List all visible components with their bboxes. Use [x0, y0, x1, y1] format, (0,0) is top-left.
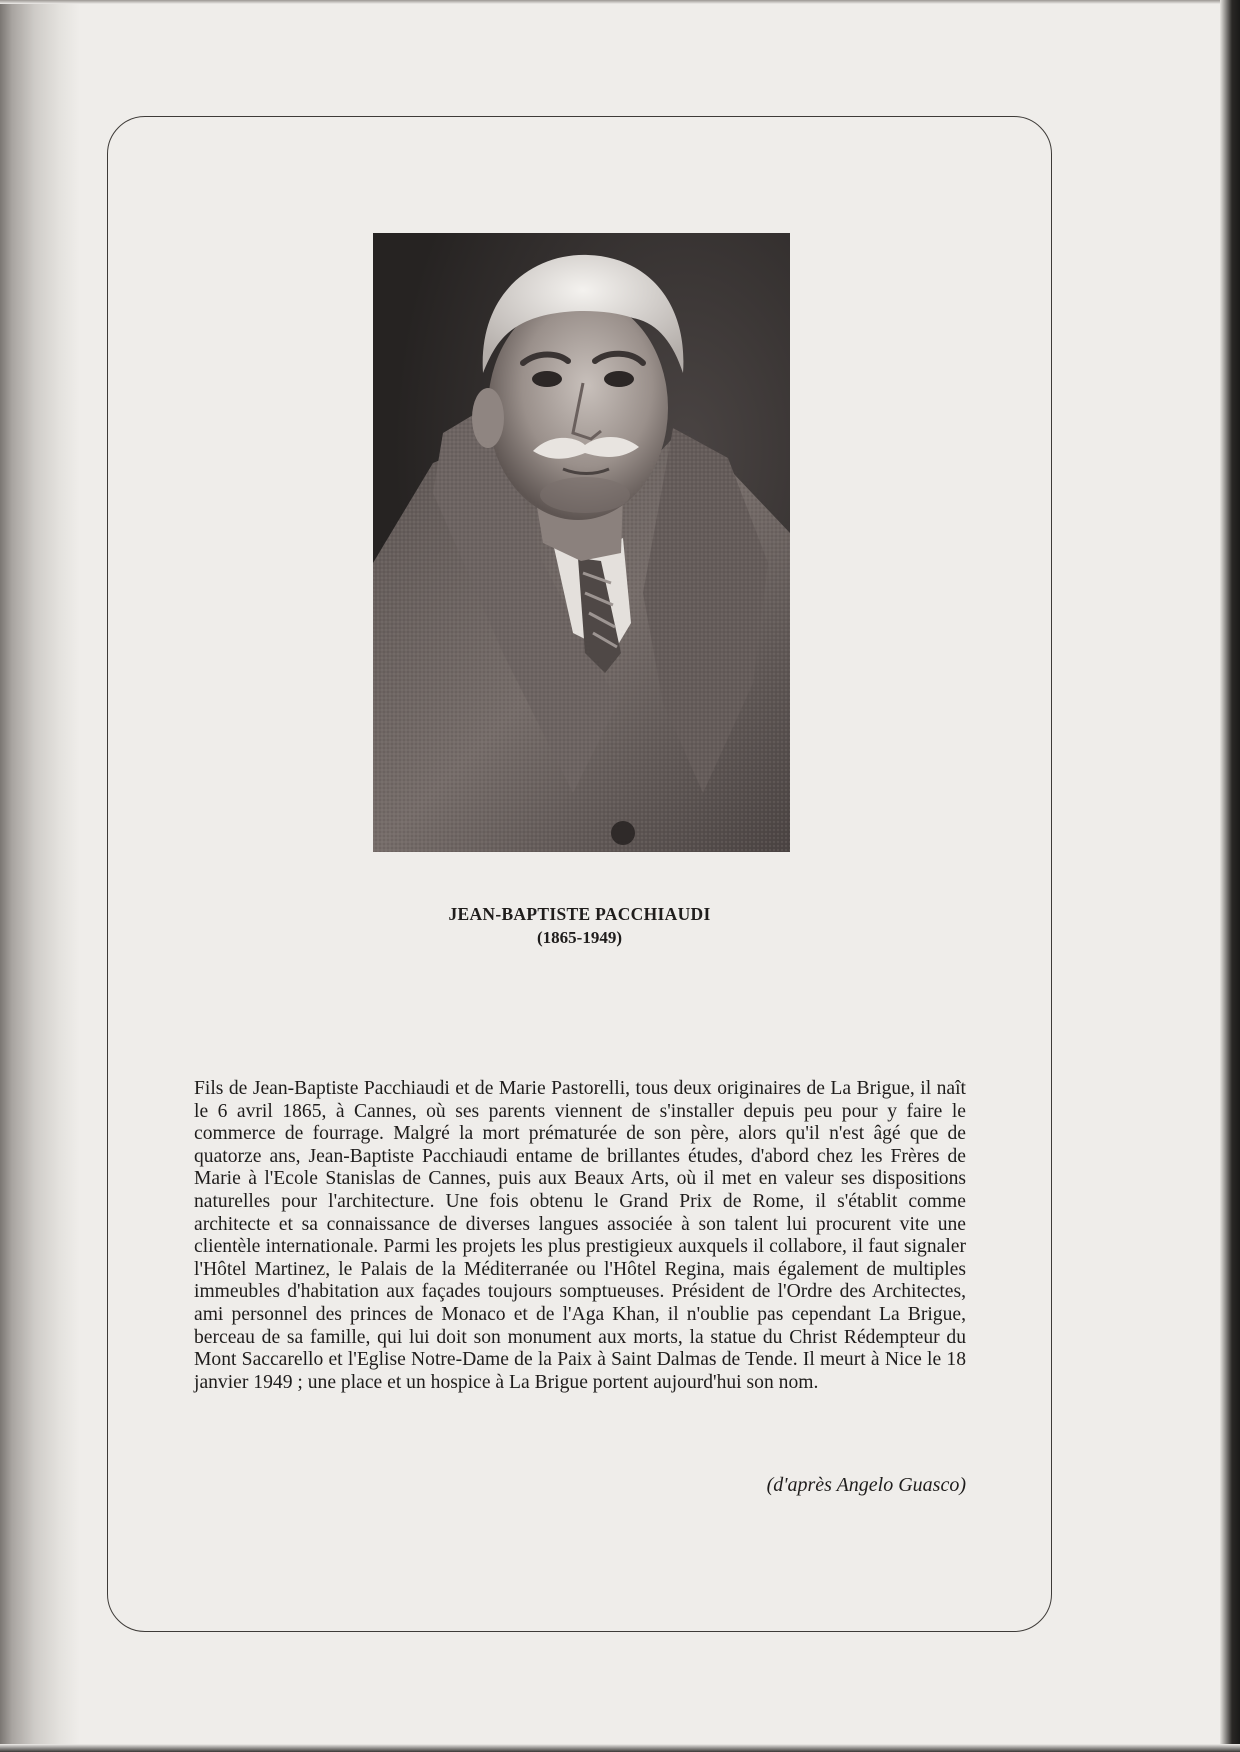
source-attribution: (d'après Angelo Guasco)	[766, 1474, 966, 1496]
portrait-caption-name: JEAN-BAPTISTE PACCHIAUDI	[448, 904, 711, 924]
biography-paragraph: Fils de Jean-Baptiste Pacchiaudi et de Marie Pastorelli, tous deux originaires de La Brigue, il naît le 6 avril 1865, à Cannes, où ses parents viennent de s'installer depuis peu pour y faire le commerce de fourrage. Malgré la mort prématurée de son père, alors qu'il n'est âgé que de quatorze ans, Jean-Baptiste Pacchiaudi entame de brillantes études, d'abord chez les Frères de Marie à l'Ecole Stanislas de Cannes, puis aux Beaux Arts, où il met en valeur ses dispositions naturelles pour l'architecture. Une fois obtenu le Grand Prix de Rome, il s'établit comme architecte et sa connaissance de diverses langues associée à son talent lui procurent vite une clientèle internationale. Parmi les projets les plus prestigieux auxquels il collabore, il faut signaler l'Hôtel Martinez, le Palais de la Méditerranée ou l'Hôtel Regina, mais également de multiples immeubles d'habitation aux façades toujours somptueuses. Président de l'Ordre des Architectes, ami personnel des princes de Monaco et de l'Aga Khan, il n'oublie pas cependant La Brigue, berceau de sa famille, qui lui doit son monument aux morts, la statue du Christ Rédempteur du Mont Saccarello et l'Eglise Notre-Dame de la Paix à Saint Dalmas de Tende. Il meurt à Nice le 18 janvier 1949 ; une place et un hospice à La Brigue portent aujourd'hui son nom.	[194, 1078, 966, 1393]
portrait-illustration	[373, 233, 790, 852]
portrait-photo	[373, 233, 790, 852]
portrait-caption-dates: (1865-1949)	[537, 928, 622, 947]
